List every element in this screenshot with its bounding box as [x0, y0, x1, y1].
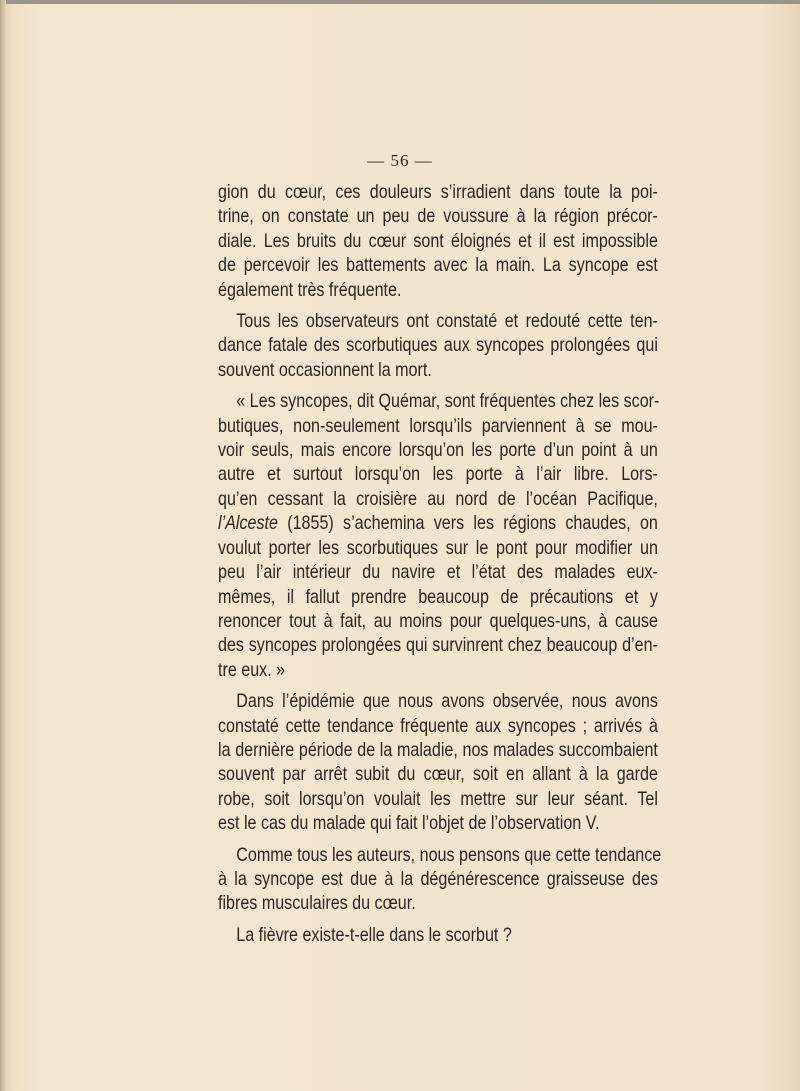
question-line: La fièvre existe-t-elle dans le scorbut ?	[236, 923, 512, 946]
text-line: Dans l’épidémie que nous avons observée, nous avons	[236, 690, 658, 713]
text-line: mêmes, il fallut prendre beaucoup de précautions et y	[218, 585, 658, 608]
text-line: « Les syncopes, dit Quémar, sont fréquentes chez les scor-	[236, 390, 660, 413]
text-line: la dernière période de la maladie, nos malades succombaient	[218, 738, 658, 761]
text-line: gion du cœur, ces douleurs s’irradient dans toute la poi-	[218, 181, 658, 203]
text-line: qu’en cessant la croisière au nord de l’océan Pacifique,	[218, 487, 658, 510]
paragraph	[218, 689, 658, 835]
text-line: est le cas du malade qui fait l’objet de l’observation V.	[218, 812, 600, 835]
text-line: tre eux. »	[218, 658, 286, 681]
page-number: — 56 —	[367, 151, 433, 170]
text-line: de percevoir les battements avec la main. La syncope est	[218, 254, 658, 277]
paragraph	[218, 180, 658, 302]
text-line: diale. Les bruits du cœur sont éloignés et il est impossible	[218, 229, 658, 252]
text-line: souvent par arrêt subit du cœur, soit en allant à la garde	[218, 763, 658, 786]
text-line: autre et surtout lorsqu’on les porte à l’air libre. Lors-	[218, 463, 658, 486]
text-line: voir seuls, mais encore lorsqu’on les porte d’un point à un	[218, 439, 658, 462]
text-line: fibres musculaires du cœur.	[218, 892, 416, 915]
text-line: l’Alceste (1855) s’achemina vers les régions chaudes, on	[218, 512, 658, 535]
paragraph	[218, 843, 662, 916]
paragraph	[218, 309, 658, 382]
text-line: Comme tous les auteurs, nous pensons que cette tendance	[236, 843, 662, 866]
text-line: butiques, non-seulement lorsqu’ils parviennent à se mou-	[218, 414, 658, 437]
scan-top-edge	[0, 0, 800, 4]
document-body	[218, 180, 662, 947]
paragraph	[218, 923, 658, 947]
text-line: souvent occasionnent la mort.	[218, 358, 432, 381]
text-line: également très fréquente.	[218, 278, 402, 301]
text-line: voulut porter les scorbutiques sur le pont pour modifier un	[218, 536, 658, 559]
text-line: dance fatale des scorbutiques aux syncopes prolongées qui	[218, 334, 658, 357]
text-line: peu l’air intérieur du navire et l’état des malades eux-	[218, 561, 658, 584]
text-line: trine, on constate un peu de voussure à la région précor-	[218, 205, 658, 228]
text-line: Tous les observateurs ont constaté et redouté cette ten-	[236, 310, 658, 333]
text-line: des syncopes prolongées qui survinrent chez beaucoup d’en-	[218, 634, 658, 657]
text-line: constaté cette tendance fréquente aux syncopes ; arrivés à	[218, 714, 658, 737]
text-line: à la syncope est due à la dégénérescence graisseuse des	[218, 867, 658, 890]
quotation-paragraph	[218, 389, 658, 682]
text-line: robe, soit lorsqu’on voulait les mettre sur leur séant. Tel	[218, 787, 658, 810]
text-line: renoncer tout à fait, au moins pour quelques-uns, à cause	[218, 609, 658, 632]
ship-name: l’Alceste	[218, 512, 278, 535]
